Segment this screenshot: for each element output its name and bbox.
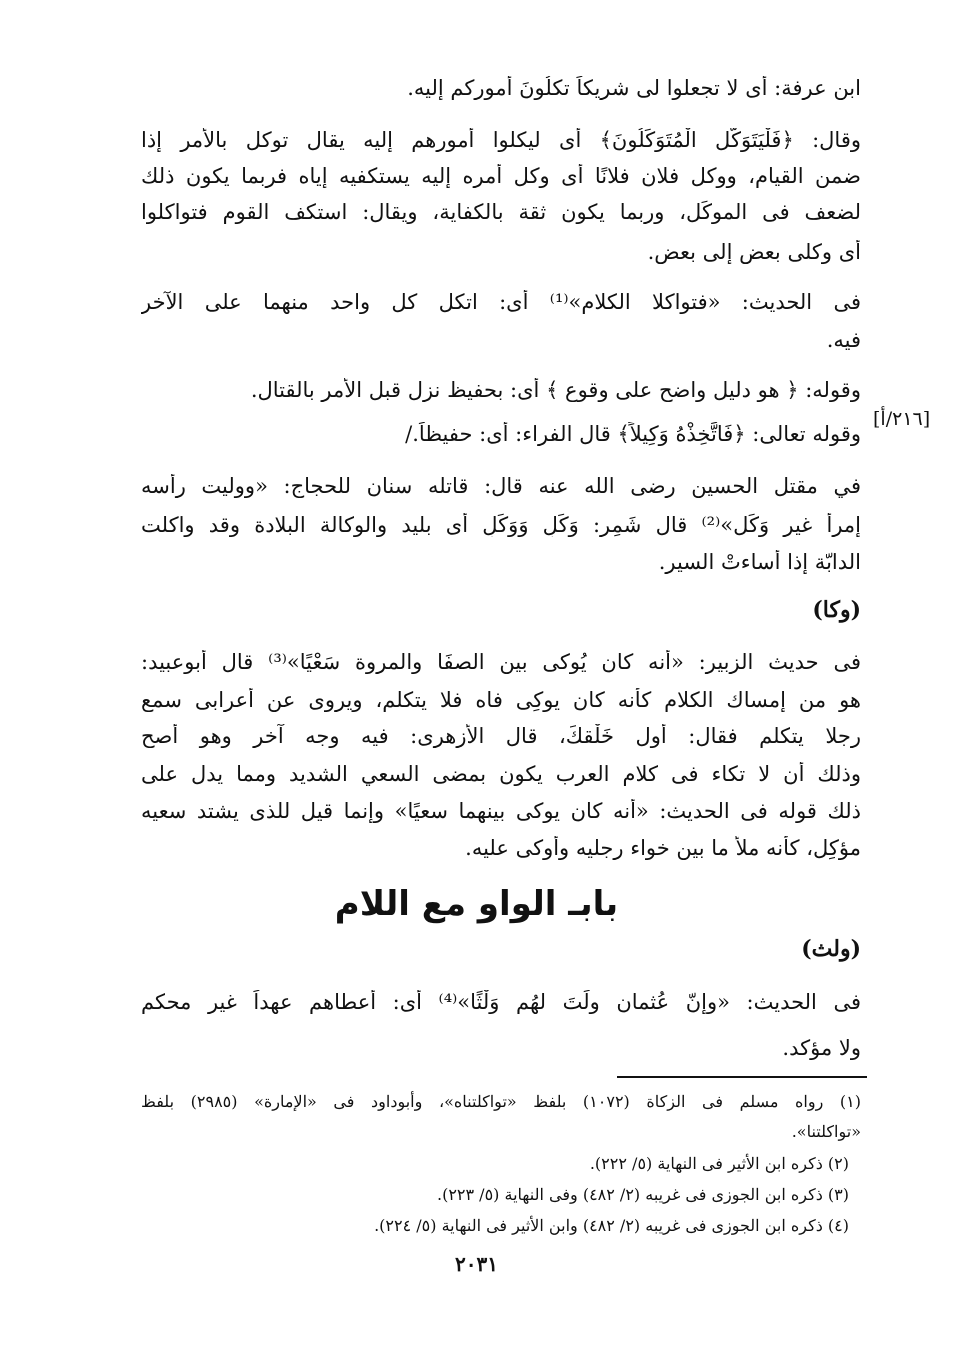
footnote-separator	[617, 1076, 867, 1078]
footnote-3: (٣) ذكره ابن الجوزى فى غريبه (٢/ ٤٨٢) وفى النهاية (٥/ ٢٢٣).	[436, 1185, 849, 1204]
body-line-1: ابن عرفة: أى لا تجعلوا لى شريكاً تكلُونَ أُموركم إليه.	[407, 76, 861, 100]
body-line-17: ذلك قوله فى الحديث: «أنه كان يوكى بينهما سعيًا» وإنما قيل للذى يشتد سعيه	[141, 799, 861, 823]
body-line-11: إمرأً غير وَكَل»⁽²⁾ قال شَمِر: وَكَلٍ وَوَكَلٍ أى بليد والوكالة البلادة وقد واكلت	[141, 513, 861, 537]
body-line-5: أى وكلى بعض إلى بعض.	[647, 240, 861, 264]
body-line-4: لضعف فى الموكِّل، وربما يكون ثقة بالكفاية، ويقال: استكف القوم فتواكلوا	[141, 200, 861, 224]
section-heading-wlt: (ولث)	[801, 936, 861, 962]
folio-margin-reference: [٢١٦/أ]	[873, 408, 931, 430]
body-line-9: وقوله تعالى: ﴿فَاتَّخِذْهُ وَكِيلاً﴾ قال الفراء: أى: حفيظاً./	[405, 422, 861, 446]
body-line-15: رجلا يتكلم فقال: أول خَلْقكَ، قال الأزهرى: فيه وجه آخر وهو أصح	[141, 724, 861, 748]
body-line-2: وقال: ﴿فَلْيَتَوَكَّلِ الْمُتَوَكِّلُونَ﴾ أى ليكلوا أمورهم إليه يقال توكل بالأمر إذا	[141, 128, 861, 152]
footnote-1-line-2: «تواكلتنا».	[791, 1122, 861, 1141]
section-heading-wka: (وكا)	[812, 597, 861, 623]
footnote-1-line-1: (١) رواه مسلم فى الزكاة (١٠٧٢) بلفظ «تواكلتناه»، وأبوداود فى «الإمارة» (٢٩٨٥) بلفظ	[141, 1092, 861, 1111]
body-line-18: مؤكِل، كأنه ملأ ما بين خواء رجليه وأوكى عليه.	[465, 836, 861, 860]
body-line-12: الدابّة إذا أساءتْ السير.	[658, 550, 861, 574]
footnote-4: (٤) ذكره ابن الجوزى فى غريبه (٢/ ٤٨٢) وابن الأثير فى النهاية (٥/ ٢٢٤).	[374, 1216, 849, 1235]
body-line-19: فى الحديث: «وإنّ عُثمان ولَتَ لهُم وَلْثًا»⁽⁴⁾ أى: أعطاهم عهداً غير محكم	[141, 990, 861, 1014]
body-line-7: فيه.	[826, 328, 861, 352]
body-line-6: فى الحديث: «فتواكلا الكلام»⁽¹⁾ أى: اتكل كل واحد منهما على الآخر	[141, 290, 861, 314]
footnote-2: (٢) ذكره ابن الأثير فى النهاية (٥/ ٢٢٢).	[589, 1154, 849, 1173]
body-line-8: وقوله: ﴿ هو دليل واضح على وقوع ﴾ أى: بحفيظ نزل قبل الأمر بالقتال.	[250, 378, 861, 402]
page-number: ٢٠٣١	[455, 1252, 498, 1276]
body-line-16: وذلك أن لا تكاء فى كلام العرب يكون بمضى السعي الشديد ومما يدل على	[141, 762, 861, 786]
body-line-14: هو من إمساك الكلام كأنه كان يوكِى فاه فلا يتكلم، ويروى عن أعرابى سمع	[141, 688, 861, 712]
body-line-3: ضمن القيام، ووكل فلان فلانًا أى وكل أمره إليه يستكفيه إياه فربما يكون ذلك	[141, 164, 861, 188]
body-line-10: في مقتل الحسين رضى الله عنه قال: قاتله سنان للحجاج: «ووليت رأسه	[141, 474, 861, 498]
chapter-title: بابـ الواو مع اللام	[334, 884, 619, 924]
body-line-13: فى حديث الزبير: «أنه كان يُوكى بين الصفَا والمروة سَعْيًا»⁽³⁾ قال أبوعبيد:	[141, 650, 861, 674]
body-line-20: ولا مؤكد.	[782, 1036, 861, 1060]
